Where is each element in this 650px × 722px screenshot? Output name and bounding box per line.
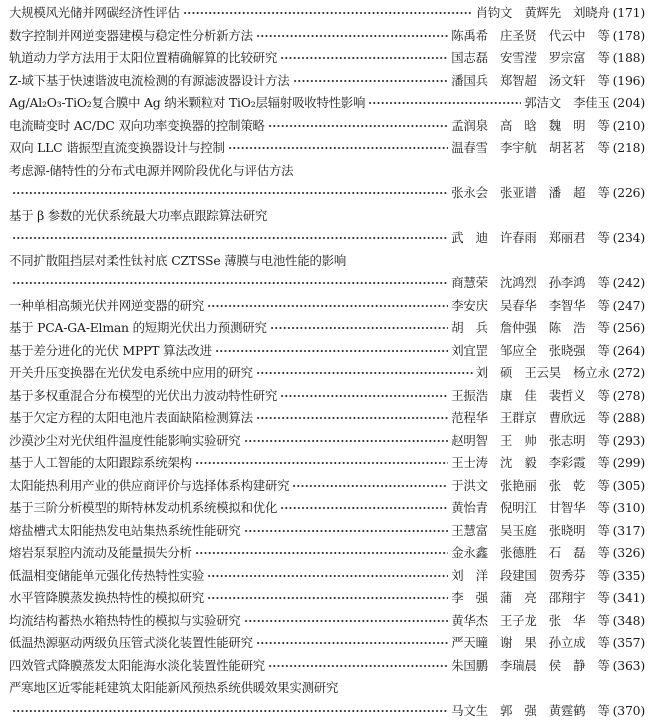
article-authors: 李 强 蒲 亮 邵翔宇 等 [451,587,609,610]
toc-entry-line [9,407,645,430]
article-authors: 黄华杰 王子龙 张 华 等 [451,610,609,633]
page-number: (256) [613,317,645,340]
article-title: 开关升压变换器在光伏发电系统中应用的研究 [9,362,253,385]
toc-entry-line [9,632,645,655]
leader-dots [12,192,448,194]
leader-dots [280,57,448,59]
leader-dots [12,237,448,239]
article-title: 基于多权重混合分布模型的光伏出力波动特性研究 [9,385,277,408]
page-number: (264) [613,340,645,363]
page-number: (305) [613,475,645,498]
article-title: 不同扩散阻挡层对柔性钛衬底 CZTSSe 薄膜与电池性能的影响 [9,250,346,273]
toc-entry-line [9,362,645,385]
leader-dots [228,147,449,149]
article-title: 均流结构蓄热水箱热特性的模拟与实验研究 [9,610,241,633]
article-authors: 王士涛 沈 毅 李彩霞 等 [451,452,609,475]
toc-entry [9,565,645,588]
article-authors: 潘国兵 郑智超 汤文轩 等 [451,70,609,93]
page-number: (242) [613,272,645,295]
article-authors: 李安庆 吴春华 李智华 等 [451,295,609,318]
article-title: Ag/Al₂O₃-TiO₂复合膜中 Ag 纳米颗粒对 TiO₂层辐射吸收特性影响 [9,92,365,115]
toc-entry [9,610,645,633]
toc-entry [9,70,645,93]
page-number: (357) [613,632,645,655]
toc-entry [9,497,645,520]
leader-dots [280,507,448,509]
toc-entry-line [9,587,645,610]
toc-entry-author-line [9,227,645,250]
article-title: 基于人工智能的太阳跟踪系统架构 [9,452,192,475]
page-number: (341) [613,587,645,610]
toc-entry-title-line [9,160,645,183]
leader-dots [12,282,448,284]
leader-dots [268,125,448,127]
toc-entry-line [9,655,645,678]
page-number: (218) [613,137,645,160]
article-authors: 商慧荣 沈鸿烈 孙李鸿 等 [451,272,609,295]
toc-entry [9,160,645,205]
article-authors: 黄怡青 倪明江 甘智华 等 [451,497,609,520]
leader-dots [280,395,448,397]
article-title: 低温相变储能单元强化传热特性实验 [9,565,204,588]
article-authors: 赵明智 王 帅 张志明 等 [451,430,609,453]
toc-entry [9,520,645,543]
article-authors: 张永会 张亚谱 潘 超 等 [451,182,609,205]
article-authors: 肖钧文 黄辉先 刘晓舟 [476,2,610,25]
leader-dots [268,665,448,667]
leader-dots [368,102,521,104]
page-number: (370) [613,700,645,722]
page-number: (326) [613,542,645,565]
toc-entry [9,340,645,363]
toc-entry [9,317,645,340]
toc-entry [9,47,645,70]
article-title: 轨道动力学方法用于太阳位置精确解算的比较研究 [9,47,277,70]
toc-entry [9,407,645,430]
toc-entry-title-line [9,250,645,273]
toc-entry [9,2,645,25]
article-authors: 孟润泉 高 晗 魏 明 等 [451,115,609,138]
article-title: 考虑源-储特性的分布式电源并网阶段优化与评估方法 [9,160,293,183]
page-number: (171) [613,2,645,25]
toc-entry-line [9,92,645,115]
leader-dots [12,710,448,712]
toc-entry-line [9,47,645,70]
page-number: (288) [613,407,645,430]
article-title: 基于欠定方程的太阳电池片表面缺陷检测算法 [9,407,253,430]
leader-dots [195,462,448,464]
article-title: 基于 PCA-GA-Elman 的短期光伏出力预测研究 [9,317,267,340]
toc-entry-line [9,385,645,408]
toc-entry [9,295,645,318]
toc-entry-line [9,115,645,138]
article-title: 大规模风光储并网碳经济性评估 [9,2,180,25]
leader-dots [292,485,448,487]
page-number: (317) [613,520,645,543]
toc-entry [9,115,645,138]
toc-entry [9,92,645,115]
toc-entry [9,452,645,475]
toc-entry [9,362,645,385]
toc-entry [9,137,645,160]
article-authors: 郭洁文 李佳玉 [524,92,609,115]
leader-dots [244,620,449,622]
toc-entry [9,475,645,498]
article-title: 沙漠沙尘对光伏组件温度性能影响实验研究 [9,430,241,453]
article-title: 严寒地区近零能耗建筑太阳能新风预热系统供暖效果实测研究 [9,677,338,700]
article-authors: 范程华 王群京 曹欣远 等 [451,407,609,430]
page-number: (196) [613,70,645,93]
toc-entry-author-line [9,272,645,295]
article-authors: 国志磊 安雪滢 罗宗富 等 [451,47,609,70]
toc-entry [9,205,645,250]
article-title: 四效管式降膜蒸发太阳能海水淡化装置性能研究 [9,655,265,678]
leader-dots [195,552,448,554]
toc-entry-line [9,137,645,160]
article-authors: 刘宜罡 邹应全 张晓强 等 [451,340,609,363]
article-authors: 严天曈 谢 果 孙立成 等 [451,632,609,655]
toc-entry [9,677,645,722]
article-title: 熔岩泵泵腔内流动及能量损失分析 [9,542,192,565]
leader-dots [244,530,449,532]
article-title: 熔盐槽式太阳能热发电站集热系统性能研究 [9,520,241,543]
article-authors: 刘 硕 王云昊 杨立永 [476,362,610,385]
page-number: (278) [613,385,645,408]
toc-entry [9,250,645,295]
article-authors: 于洪文 张艳丽 张 乾 等 [451,475,609,498]
article-title: 低温热源驱动两级负压管式淡化装置性能研究 [9,632,253,655]
page-number: (310) [613,497,645,520]
toc-entry-line [9,295,645,318]
page-number: (247) [613,295,645,318]
article-title: 一种单相高频光伏并网逆变器的研究 [9,295,204,318]
page-number: (234) [613,227,645,250]
article-title: 基于三阶分析模型的斯特林发动机系统模拟和优化 [9,497,277,520]
leader-dots [256,417,448,419]
article-title: 电流畸变时 AC/DC 双向功率变换器的控制策略 [9,115,265,138]
toc-entry-line [9,340,645,363]
page-number: (335) [613,565,645,588]
toc-entry-line [9,70,645,93]
leader-dots [256,35,448,37]
article-authors: 朱国鹏 李瑞晨 侯 静 等 [451,655,609,678]
page-number: (293) [613,430,645,453]
toc-entry [9,587,645,610]
toc-entry-author-line [9,182,645,205]
article-title: 数字控制并网逆变器建模与稳定性分析新方法 [9,25,253,48]
toc-entry-title-line [9,677,645,700]
toc-entry-line [9,2,645,25]
page-number: (226) [613,182,645,205]
page-number: (188) [613,47,645,70]
article-authors: 武 迪 许春雨 郑丽君 等 [451,227,609,250]
leader-dots [270,327,449,329]
leader-dots [207,597,448,599]
toc-entry-line [9,475,645,498]
toc-entry-line [9,565,645,588]
page-number: (210) [613,115,645,138]
page-number: (299) [613,452,645,475]
article-authors: 王慧富 吴玉庭 张晓明 等 [451,520,609,543]
toc-entry-title-line [9,205,645,228]
article-title: 水平管降膜蒸发换热特性的模拟研究 [9,587,204,610]
leader-dots [293,80,449,82]
page-number: (272) [613,362,645,385]
leader-dots [256,642,448,644]
toc-entry-line [9,317,645,340]
article-title: 基于 β 参数的光伏系统最大功率点跟踪算法研究 [9,205,267,228]
leader-dots [207,305,448,307]
leader-dots [183,12,473,14]
leader-dots [215,350,448,352]
article-title: 太阳能热利用产业的供应商评价与选择体系构建研究 [9,475,289,498]
article-authors: 金永鑫 张德胜 石 磊 等 [451,542,609,565]
article-authors: 马文生 郭 强 黄霆鹤 等 [451,700,609,722]
toc-entry [9,632,645,655]
leader-dots [256,372,473,374]
article-authors: 胡 兵 詹仲强 陈 浩 等 [451,317,609,340]
toc-entry [9,655,645,678]
toc-entry-line [9,542,645,565]
toc-entry-line [9,452,645,475]
toc-entry [9,542,645,565]
page-number: (348) [613,610,645,633]
article-authors: 王振浩 康 佳 裴哲义 等 [451,385,609,408]
page-number: (178) [613,25,645,48]
article-title: Z-域下基于快速谐波电流检测的有源滤波器设计方法 [9,70,290,93]
article-authors: 陈禹希 庄圣贤 代云中 等 [451,25,609,48]
toc-entry [9,430,645,453]
article-authors: 温春雪 李宇航 胡茗茗 等 [451,137,609,160]
toc-entry-line [9,497,645,520]
toc-entry-line [9,520,645,543]
article-title: 基于差分进化的光伏 MPPT 算法改进 [9,340,212,363]
article-authors: 刘 洋 段建国 贺秀芬 等 [451,565,609,588]
toc-entry-line [9,610,645,633]
page-number: (363) [613,655,645,678]
toc-entry [9,385,645,408]
toc-entry [9,25,645,48]
page-number: (204) [613,92,645,115]
toc-entry-line [9,430,645,453]
leader-dots [244,440,449,442]
article-title: 双向 LLC 谐振型直流变换器设计与控制 [9,137,225,160]
toc-entry-line [9,25,645,48]
leader-dots [207,575,448,577]
